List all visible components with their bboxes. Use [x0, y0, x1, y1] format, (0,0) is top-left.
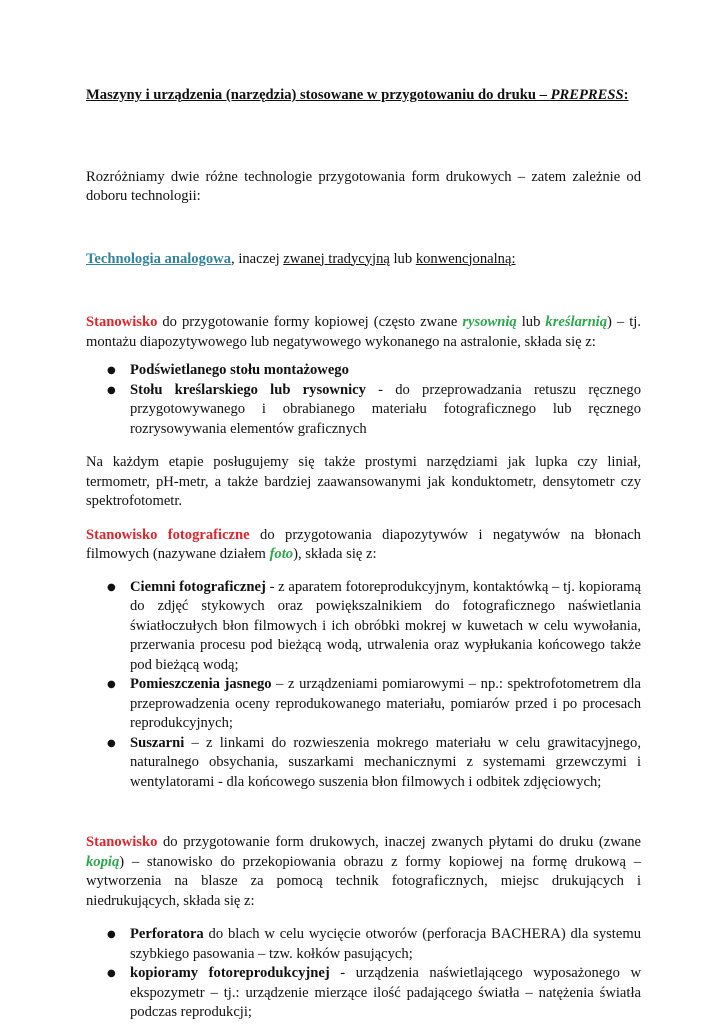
page-title [86, 86, 641, 106]
bullet-icon: ● [107, 384, 116, 396]
section1-term-1: rysownią [462, 314, 517, 330]
bullet-icon: ● [107, 365, 116, 376]
section1-text-3: ) – tj. montażu diapozytywowego lub negatywowego wykonanego na astralonie, składa się z: [86, 314, 641, 350]
list-item [86, 361, 641, 381]
bullet-icon: ● [107, 737, 116, 749]
section3-text-1: do przygotowanie form drukowych, inaczej zwanych płytami do druku (zwane [157, 834, 641, 850]
list-item-bold: Podświetlanego stołu montażowego [130, 362, 349, 378]
section2-text-2: ), składa się z: [293, 546, 377, 562]
section1-lead: Stanowisko [86, 314, 158, 330]
section2-paragraph [86, 526, 641, 565]
list-item-text: do blach w celu wycięcie otworów (perforacja BACHERA) dla systemu szybkiego pasowania – tzw. kołków pasujących; [130, 926, 641, 962]
list-item-bold: kopioramy fotoreprodukcyjnej [130, 965, 330, 981]
section1-text-1: do przygotowanie formy kopiowej (często zwane [157, 314, 463, 330]
bullet-icon: ● [107, 929, 116, 940]
section3-paragraph [86, 833, 641, 911]
section3-text-2: ) – stanowisko do przekopiowania obrazu z formy kopiowej na formę drukową – wytworzenia na blasze za pomocą technik fotograficznych, miejsc drukujących i niedrukujących, składa się z: [86, 853, 641, 909]
tools-paragraph: Na każdym etapie posługujemy się także prostymi narzędziami jak lupka czy liniał, termometr, pH-metr, a także bardziej zaawansowanymi jak konduktometr, densytometr czy spektrofotometr. [86, 454, 641, 509]
list-item [86, 675, 641, 734]
section1-text-2: lub [516, 314, 546, 330]
bullet-icon: ● [107, 581, 116, 593]
section2-lead: Stanowisko fotograficzne [86, 526, 250, 543]
list-item-bold: Suszarni [130, 734, 185, 751]
list-item-text: - z aparatem fotoreprodukcyjnym, kontaktówką – tj. kopioramą do zdjęć stykowych oraz powiększalnikiem do fotograficznego naświetlania światłoczułych błon filmowych i ich obróbki mokrej w kuwetach w celu wywołania, przerwania procesu pod bieżącą wodą, utrwalenia oraz wypłukania końcowego także pod bieżącą wodą; [130, 578, 641, 673]
list-item [86, 925, 641, 964]
list-item-bold: Stołu kreślarskiego lub rysownicy [130, 381, 366, 398]
section3-term-1: kopią [86, 853, 120, 870]
section2-list [86, 578, 641, 793]
list-item [86, 734, 641, 793]
section2-term-1: foto [269, 546, 294, 562]
technology-text-3: lub [389, 250, 416, 267]
list-item [86, 381, 641, 440]
technology-text-4: konwencjonalną: [415, 250, 516, 267]
intro-paragraph: Rozróżniamy dwie różne technologie przygotowania form drukowych – zatem zależnie od doboru technologii: [86, 168, 641, 204]
title-end: : [623, 87, 629, 103]
section1-list [86, 361, 641, 439]
technology-text-2: zwanej tradycyjną [283, 250, 390, 267]
bullet-icon: ● [107, 968, 116, 979]
section3-list [86, 925, 641, 1023]
title-italic: PREPRESS [550, 87, 624, 103]
section1-term-2: kreślarnią [545, 314, 608, 330]
list-item-bold: Pomieszczenia jasnego [130, 676, 272, 692]
list-item [86, 964, 641, 1023]
list-item-text: – z urządzeniami pomiarowymi – np.: spektrofotometrem dla przeprowadzenia oceny reprodukowanego materiału, pomiarów przed i po procesach reprodukcyjnych; [130, 676, 641, 731]
title-text: Maszyny i urządzenia (narzędzia) stosowane w przygotowaniu do druku – [86, 87, 551, 103]
list-item-bold: Perforatora [130, 926, 204, 942]
technology-name: Technologia analogowa [86, 250, 232, 267]
section3-lead: Stanowisko [86, 834, 158, 850]
technology-text-1: , inaczej [231, 250, 284, 267]
list-item-text: - urządzenia naświetlającego wyposażonego w ekspozymetr – tj.: urządzenie mierzące ilość padającego światła – natężenia światła podczas reprodukcji; [130, 965, 641, 1020]
bullet-icon: ● [107, 679, 116, 690]
list-item-bold: Ciemni fotograficznej [130, 578, 266, 595]
list-item [86, 578, 641, 676]
list-item-text: - do przeprowadzania retuszu ręcznego przygotowywanego i obrabianego materiału fotograficznego lub ręcznego rozrysowywania elementów graficznych [130, 381, 641, 437]
section1-paragraph [86, 313, 641, 352]
list-item-text: – z linkami do rozwieszenia mokrego materiału w celu grawitacyjnego, naturalnego obsychania, suszarkami mechanicznymi z systemami grzewczymi i wentylatorami - dla końcowego suszenia błon filmowych i odbitek zdjęciowych; [130, 734, 641, 790]
section2-text-1: do przygotowania diapozytywów i negatywów na błonach filmowych (nazywane działem [86, 526, 641, 562]
technology-heading [86, 250, 641, 270]
